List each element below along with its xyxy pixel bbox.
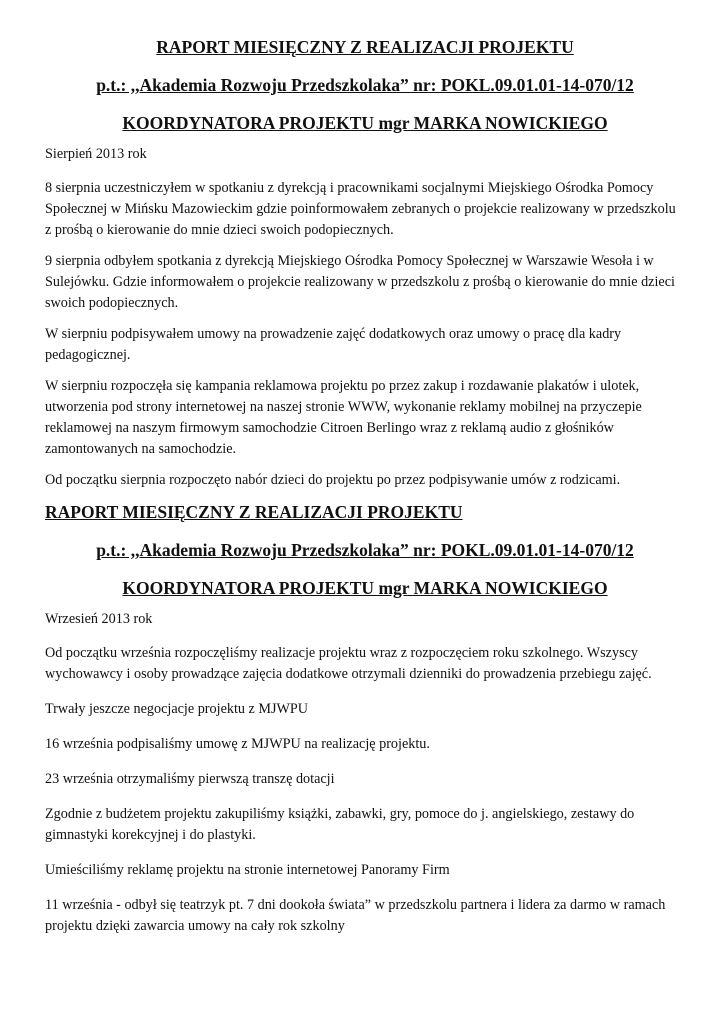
paragraph: 23 września otrzymaliśmy pierwszą transzę dotacji xyxy=(45,771,335,787)
month-label-august: Sierpień 2013 rok xyxy=(45,146,147,162)
paragraph: Zgodnie z budżetem projektu zakupiliśmy książki, zabawki, gry, pomoce do j. angielskiego, zestawy do gimnastyki korekcyjnej i do plastyki. xyxy=(45,806,635,843)
paragraph: W sierpniu rozpoczęła się kampania reklamowa projektu po przez zakup i rozdawanie plakatów i ulotek, utworzenia pod strony internetowej na naszej stronie WWW, wykonanie reklamy mobilnej na przyczepie reklamowej na naszym firmowym samochodzie Citroen Berlingo wraz z reklamą audio z głośników zamontowanych na samochodzie. xyxy=(45,378,642,457)
project-name-september: p.t.: ,,Akademia Rozwoju Przedszkolaka” nr: POKL.09.01.01-14-070/12 xyxy=(96,540,634,560)
paragraph: 11 września - odbył się teatrzyk pt. 7 dni dookoła świata” w przedszkolu partnera i lidera za darmo w ramach projektu dzięki zawarcia umowy na cały rok szkolny xyxy=(45,897,666,934)
coordinator-heading-september: KOORDYNATORA PROJEKTU mgr MARKA NOWICKIEGO xyxy=(122,578,608,598)
paragraph: Od początku września rozpoczęliśmy realizacje projektu wraz z rozpoczęciem roku szkolnego. Wszyscy wychowawcy i osoby prowadzące zajęcia dodatkowe otrzymali dzienniki do prowadzenia przebiegu zajęć. xyxy=(45,645,652,682)
paragraph: 16 września podpisaliśmy umowę z MJWPU na realizację projektu. xyxy=(45,736,430,752)
coordinator-heading-august: KOORDYNATORA PROJEKTU mgr MARKA NOWICKIEGO xyxy=(122,113,608,133)
paragraph: Trwały jeszcze negocjacje projektu z MJWPU xyxy=(45,701,309,717)
paragraph: Od początku sierpnia rozpoczęto nabór dzieci do projektu po przez podpisywanie umów z rodzicami. xyxy=(45,472,621,488)
report-title-august: RAPORT MIESIĘCZNY Z REALIZACJI PROJEKTU xyxy=(156,37,574,57)
month-label-september: Wrzesień 2013 rok xyxy=(45,611,153,627)
paragraph: 8 sierpnia uczestniczyłem w spotkaniu z dyrekcją i pracownikami socjalnymi Miejskiego Ośrodka Pomocy Społecznej w Mińsku Mazowieckim gdzie poinformowałem zebranych o projekcie realizowany w przedszkolu z prośbą o kierowanie do mnie dzieci swoich podopiecznych. xyxy=(45,180,676,238)
paragraph: 9 sierpnia odbyłem spotkania z dyrekcją Miejskiego Ośrodka Pomocy Społecznej w Warszawie Wesoła i w Sulejówku. Gdzie informowałem o projekcie realizowany w przedszkolu z prośbą o kierowanie do mnie dzieci swoich podopiecznych. xyxy=(45,253,675,311)
document-page xyxy=(45,36,685,951)
report-title-september: RAPORT MIESIĘCZNY Z REALIZACJI PROJEKTU xyxy=(45,502,463,522)
paragraph: Umieściliśmy reklamę projektu na stronie internetowej Panoramy Firm xyxy=(45,862,450,878)
paragraph: W sierpniu podpisywałem umowy na prowadzenie zajęć dodatkowych oraz umowy o pracę dla kadry pedagogicznej. xyxy=(45,326,622,363)
project-name-august: p.t.: ,,Akademia Rozwoju Przedszkolaka” nr: POKL.09.01.01-14-070/12 xyxy=(96,75,634,95)
